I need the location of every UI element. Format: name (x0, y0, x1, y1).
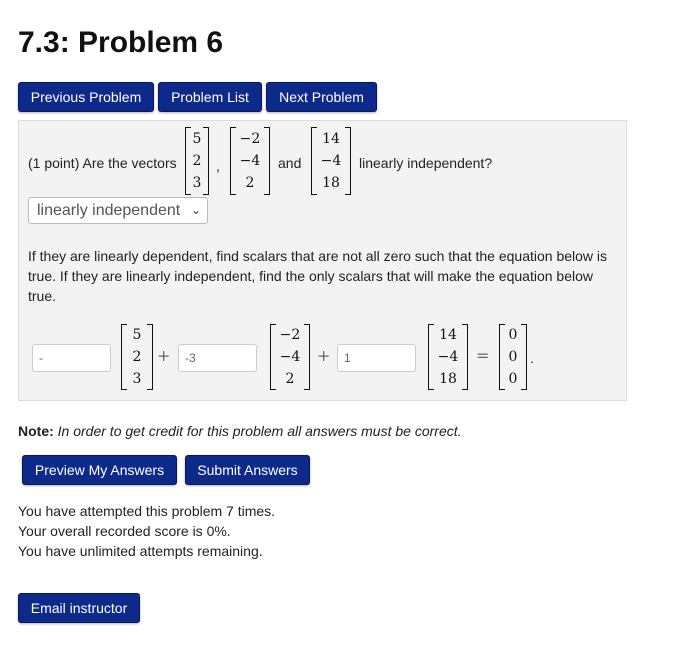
page-title: 7.3: Problem 6 (18, 26, 224, 59)
equals-sign: = (476, 346, 490, 365)
next-problem-button[interactable]: Next Problem (266, 82, 377, 112)
scalar-input-3[interactable]: 1 (337, 344, 416, 372)
vector-1-entry: 2 (192, 153, 202, 169)
score-text: Your overall recorded score is 0%. (18, 523, 231, 539)
zero-vector-entry: 0 (508, 327, 518, 343)
note-label: Note: (18, 423, 54, 439)
email-instructor-button[interactable]: Email instructor (18, 593, 140, 623)
eq-vector-1-entry: 5 (132, 327, 142, 343)
independence-select[interactable] (28, 197, 208, 224)
eq-vector-2-entry: −4 (279, 349, 301, 365)
eq-vector-2-entry: −2 (279, 327, 301, 343)
and-text: and (278, 155, 302, 171)
attempts-text: You have attempted this problem 7 times. (18, 503, 276, 519)
instructions-text: If they are linearly dependent, find scalars that are not all zero such that the equation below is true. If they are linearly independent, find the only scalars that will make the equation below true. (28, 248, 608, 304)
vector-1-entry: 5 (192, 131, 202, 147)
chevron-down-icon: ⌄ (190, 203, 201, 217)
attempt-status (18, 501, 275, 561)
problem-list-button[interactable]: Problem List (158, 82, 262, 112)
remaining-text: You have unlimited attempts remaining. (18, 543, 263, 559)
vector-2-entry: −2 (239, 131, 261, 147)
eq-vector-1-entry: 2 (132, 349, 142, 365)
comma: , (216, 158, 220, 174)
zero-vector (499, 324, 527, 390)
vector-3-entry: 18 (322, 175, 340, 191)
vector-1-entry: 3 (192, 175, 202, 191)
select-value: linearly independent (37, 202, 181, 219)
zero-vector-entry: 0 (508, 349, 518, 365)
eq-vector-3-entry: −4 (437, 349, 459, 365)
vector-2 (230, 127, 270, 195)
scalar-input-1[interactable]: - (32, 344, 111, 372)
vector-2-entry: 2 (245, 175, 255, 191)
preview-answers-button[interactable]: Preview My Answers (22, 455, 177, 485)
vector-3-entry: −4 (320, 153, 342, 169)
eq-vector-2 (270, 324, 310, 390)
submit-answers-button[interactable]: Submit Answers (185, 455, 310, 485)
note (18, 423, 462, 439)
eq-vector-1 (121, 324, 153, 390)
period: . (530, 350, 534, 366)
plus-sign: + (317, 346, 331, 365)
eq-vector-2-entry: 2 (285, 371, 295, 387)
question-suffix: linearly independent? (359, 155, 493, 171)
eq-vector-3-entry: 18 (439, 371, 457, 387)
eq-vector-3 (428, 324, 468, 390)
vector-3 (311, 127, 351, 195)
vector-3-entry: 14 (322, 131, 340, 147)
note-text: In order to get credit for this problem all answers must be correct. (57, 423, 462, 439)
plus-sign: + (157, 346, 171, 365)
vector-1 (185, 127, 209, 195)
vector-2-entry: −4 (239, 153, 261, 169)
eq-vector-3-entry: 14 (439, 327, 457, 343)
zero-vector-entry: 0 (508, 371, 518, 387)
question-prefix: (1 point) Are the vectors (28, 155, 177, 171)
previous-problem-button[interactable]: Previous Problem (18, 82, 154, 112)
eq-vector-1-entry: 3 (132, 371, 142, 387)
scalar-input-2[interactable]: -3 (178, 344, 257, 372)
